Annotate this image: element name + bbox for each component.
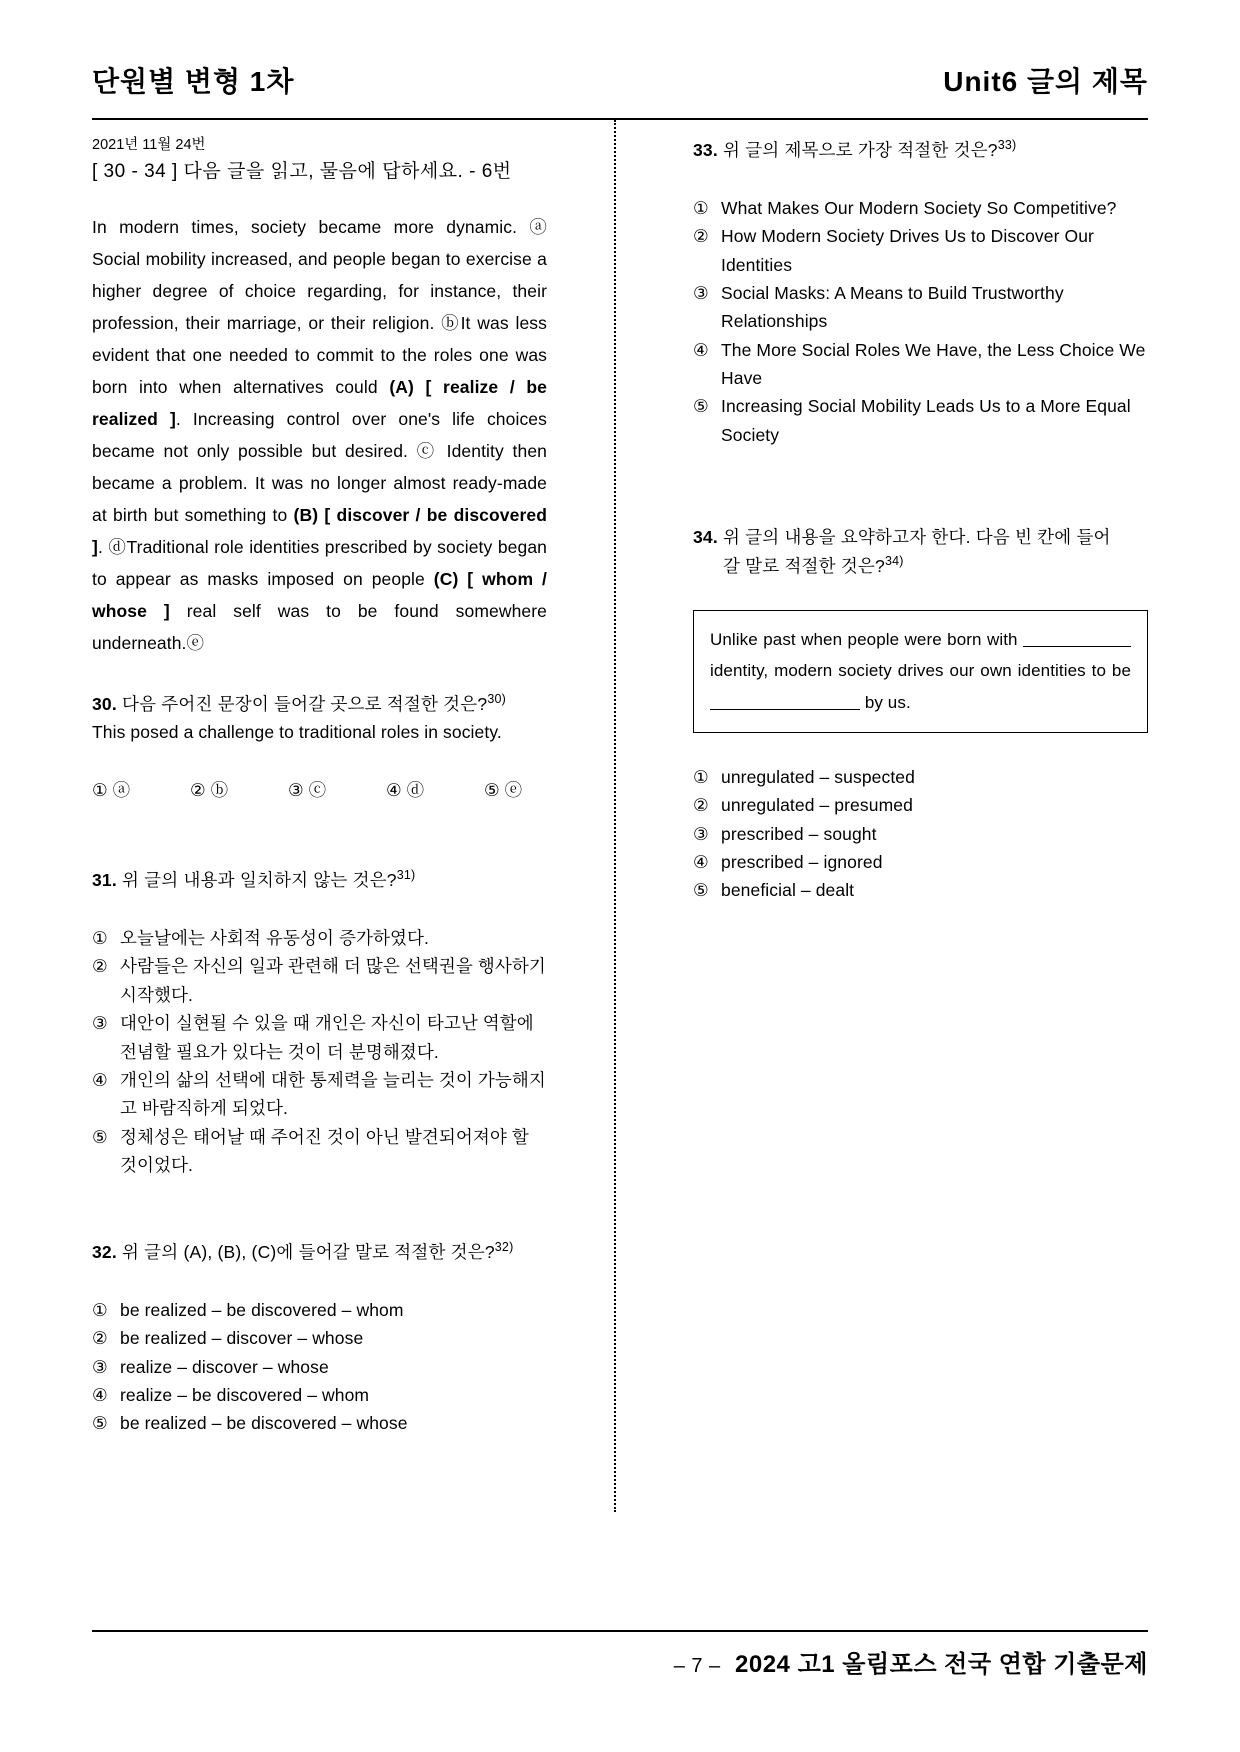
question-34-footnote: 34) xyxy=(884,553,904,568)
choice-text: 정체성은 태어날 때 주어진 것이 아닌 발견되어져야 할 것이었다. xyxy=(120,1126,529,1175)
summary-blank-a xyxy=(1023,646,1131,647)
choice-mark: ④ xyxy=(386,780,402,801)
question-32 xyxy=(92,1237,547,1438)
choice-text: Increasing Social Mobility Leads Us to a More Equal Society xyxy=(721,396,1131,445)
choice-text: How Modern Society Drives Us to Discover Our Identities xyxy=(721,226,1094,275)
question-32-choice-5[interactable] xyxy=(92,1409,547,1437)
question-32-number: 32. xyxy=(92,1242,117,1263)
summary-segment-3: by us. xyxy=(860,692,911,712)
question-30-given-sentence: This posed a challenge to traditional roles in society. xyxy=(92,721,502,742)
page-footer xyxy=(674,1644,1148,1679)
choice-text: 개인의 삶의 선택에 대한 통제력을 늘리는 것이 가능해지고 바람직하게 되었다. xyxy=(120,1069,546,1119)
question-33-choices xyxy=(693,194,1148,449)
choice-text: realize – discover – whose xyxy=(120,1356,329,1377)
choice-text: prescribed – ignored xyxy=(721,852,883,873)
question-33-choice-5[interactable] xyxy=(693,392,1148,449)
question-32-footnote: 32) xyxy=(494,1240,514,1255)
passage-segment-4: real self was to be found somewhere underneath.ⓔ xyxy=(92,600,547,653)
choice-mark: ④ xyxy=(693,852,709,873)
choice-mark: ③ xyxy=(288,780,304,801)
choice-mark: ② xyxy=(693,226,709,247)
choice-text: The More Social Roles We Have, the Less Choice We Have xyxy=(721,339,1146,388)
question-34-choices xyxy=(693,763,1148,905)
passage-blank-c: (C) [ whom / whose ] xyxy=(92,568,547,621)
question-30-choices xyxy=(92,777,547,807)
question-33-footnote: 33) xyxy=(997,138,1017,152)
question-31-choice-3[interactable] xyxy=(92,1009,547,1066)
left-column xyxy=(92,135,547,1438)
choice-text: prescribed – sought xyxy=(721,823,877,844)
question-30-choice-4[interactable] xyxy=(386,777,424,802)
header-divider-rule xyxy=(92,118,1148,120)
header-left-title: 단원별 변형 1차 xyxy=(92,66,295,97)
question-34-heading xyxy=(693,523,1148,551)
question-33-choice-1[interactable] xyxy=(693,194,1148,222)
choice-mark: ② xyxy=(693,795,709,816)
choice-mark: ② xyxy=(190,780,206,801)
question-34 xyxy=(693,523,1148,905)
choice-text: Social Masks: A Means to Build Trustworthy Relationships xyxy=(721,282,1064,332)
page-number: – 7 – xyxy=(673,1655,721,1677)
question-30 xyxy=(92,689,547,808)
question-33-choice-4[interactable] xyxy=(693,336,1148,393)
choice-label: ⓑ xyxy=(210,780,229,801)
question-range-line: [ 30 - 34 ] 다음 글을 읽고, 물음에 답하세요. - 6번 xyxy=(92,161,512,183)
question-31-prompt: 위 글의 내용과 일치하지 않는 것은? xyxy=(116,870,397,891)
choice-mark: ③ xyxy=(92,1013,108,1034)
question-31-choice-4[interactable] xyxy=(92,1066,547,1123)
choice-mark: ③ xyxy=(693,282,709,303)
question-33-prompt: 위 글의 제목으로 가장 적절한 것은? xyxy=(717,139,998,160)
question-33-number: 33. xyxy=(693,139,718,160)
choice-label: ⓒ xyxy=(308,780,327,801)
question-32-heading xyxy=(92,1237,547,1266)
question-33-choice-2[interactable] xyxy=(693,222,1148,279)
passage-segment-1: In modern times, society became more dynamic. ⓐ Social mobility increased, and people began to exercise a higher degree of choice regarding, for instance, their profession, their marriage, or their religion. ⓑIt was less evident that one needed to commit to the roles one was born into when alternatives could xyxy=(92,216,547,397)
question-32-choices xyxy=(92,1296,547,1438)
page-header xyxy=(92,60,1148,122)
choice-mark: ① xyxy=(92,1300,108,1321)
question-32-choice-1[interactable] xyxy=(92,1296,547,1324)
question-31-choice-2[interactable] xyxy=(92,952,547,1009)
question-34-choice-2[interactable] xyxy=(693,791,1148,819)
question-34-number: 34. xyxy=(693,526,718,547)
question-31-choice-5[interactable] xyxy=(92,1123,547,1180)
question-34-choice-1[interactable] xyxy=(693,763,1148,791)
question-30-number: 30. xyxy=(92,693,117,714)
column-divider xyxy=(614,120,616,1512)
question-30-choice-2[interactable] xyxy=(190,777,228,802)
choice-mark: ① xyxy=(92,928,108,949)
question-34-choice-4[interactable] xyxy=(693,848,1148,876)
choice-label: ⓔ xyxy=(504,780,523,801)
header-right-title: Unit6 글의 제목 xyxy=(943,66,1148,97)
question-34-prompt-line2: 갈 말로 적절한 것은? xyxy=(723,555,885,576)
choice-mark: ③ xyxy=(693,823,709,844)
question-31-footnote: 31) xyxy=(396,868,416,883)
choice-text: be realized – be discovered – whom xyxy=(120,1300,404,1321)
question-34-choice-5[interactable] xyxy=(693,876,1148,904)
question-34-summary-box xyxy=(693,610,1148,733)
choice-text: What Makes Our Modern Society So Competitive? xyxy=(721,197,1117,218)
choice-text: be realized – be discovered – whose xyxy=(120,1413,408,1434)
question-30-heading xyxy=(92,689,547,718)
reading-passage xyxy=(92,211,547,659)
choice-mark: ③ xyxy=(92,1356,108,1377)
question-30-choice-1[interactable] xyxy=(92,777,130,802)
choice-mark: ④ xyxy=(92,1385,108,1406)
choice-mark: ⑤ xyxy=(693,396,709,417)
choice-mark: ② xyxy=(92,956,108,977)
choice-mark: ⑤ xyxy=(92,1413,108,1434)
question-31-choices xyxy=(92,924,547,1179)
passage-blank-a: (A) [ realize / be realized ] xyxy=(92,376,547,429)
question-32-choice-3[interactable] xyxy=(92,1353,547,1381)
choice-text: unregulated – presumed xyxy=(721,795,913,816)
question-30-choice-3[interactable] xyxy=(288,777,326,802)
question-30-footnote: 30) xyxy=(487,691,506,706)
right-column xyxy=(693,135,1148,905)
choice-mark: ⑤ xyxy=(693,880,709,901)
choice-text: 오늘날에는 사회적 유동성이 증가하였다. xyxy=(120,928,429,949)
choice-mark: ④ xyxy=(92,1069,108,1090)
choice-mark: ⑤ xyxy=(484,780,500,801)
choice-mark: ① xyxy=(693,197,709,218)
choice-mark: ① xyxy=(693,767,709,788)
choice-label: ⓓ xyxy=(406,780,425,801)
question-31-number: 31. xyxy=(92,870,117,891)
choice-text: unregulated – suspected xyxy=(721,767,915,788)
choice-mark: ⑤ xyxy=(92,1126,108,1147)
choice-mark: ① xyxy=(92,780,108,801)
question-31-heading xyxy=(92,865,547,894)
question-33-choice-3[interactable] xyxy=(693,279,1148,336)
question-34-heading-line2 xyxy=(693,551,1148,580)
question-33-heading xyxy=(693,135,1148,164)
choice-text: be realized – discover – whose xyxy=(120,1328,364,1349)
question-34-choice-3[interactable] xyxy=(693,820,1148,848)
question-32-prompt: 위 글의 (A), (B), (C)에 들어갈 말로 적절한 것은? xyxy=(116,1242,495,1263)
question-30-prompt: 다음 주어진 문장이 들어갈 곳으로 적절한 것은? xyxy=(116,693,488,714)
choice-label: ⓐ xyxy=(112,780,131,801)
choice-text: 사람들은 자신의 일과 관련해 더 많은 선택권을 행사하기 시작했다. xyxy=(120,956,546,1005)
question-33 xyxy=(693,135,1148,449)
passage-blank-b: (B) [ discover / be discovered ] xyxy=(92,504,547,557)
passage-segment-2: . Increasing control over one's life choices became not only possible but desired. ⓒ Identity then became a problem. It was no longer almost ready-made at birth but something to xyxy=(92,408,547,525)
passage-segment-3: . ⓓTraditional role identities prescribed by society began to appear as masks imposed on people xyxy=(92,536,547,589)
question-31-choice-1[interactable] xyxy=(92,924,547,952)
summary-segment-1: Unlike past when people were born with xyxy=(710,629,1023,649)
choice-mark: ④ xyxy=(693,339,709,360)
choice-text: realize – be discovered – whom xyxy=(120,1385,370,1406)
source-line: 2021년 11월 24번 xyxy=(92,137,206,153)
footer-divider-rule xyxy=(92,1630,1148,1632)
question-32-choice-4[interactable] xyxy=(92,1381,547,1409)
choice-mark: ② xyxy=(92,1328,108,1349)
question-32-choice-2[interactable] xyxy=(92,1324,547,1352)
question-34-prompt: 위 글의 내용을 요약하고자 한다. 다음 빈 칸에 들어 xyxy=(717,526,1111,547)
choice-text: beneficial – dealt xyxy=(721,880,855,901)
question-31 xyxy=(92,865,547,1179)
book-title: 2024 고1 올림포스 전국 연합 기출문제 xyxy=(735,1651,1148,1678)
summary-blank-b xyxy=(710,709,860,710)
choice-text: 대안이 실현될 수 있을 때 개인은 자신이 타고난 역할에 전념할 필요가 있다는 것이 더 분명해졌다. xyxy=(120,1013,534,1062)
question-30-choice-5[interactable] xyxy=(484,777,522,802)
summary-segment-2: identity, modern society drives our own identities to be xyxy=(710,661,1131,681)
